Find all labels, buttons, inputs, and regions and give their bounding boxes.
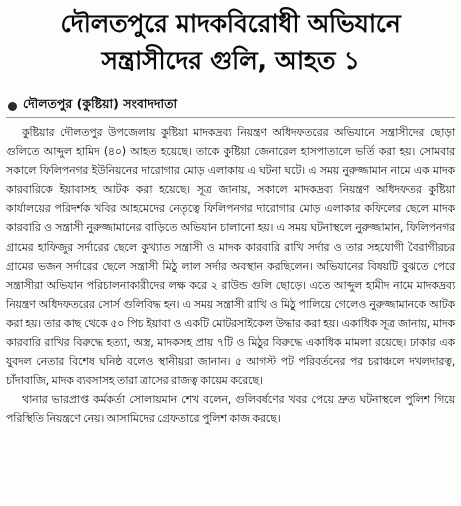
byline: [8, 96, 177, 116]
article-paragraph: কুষ্টিয়ার দৌলতপুর উপজেলায় কুষ্টিয়া মাদকদ্রব্য নিয়ন্ত্রণ অধিদফতরের অভিযানে সন্ত্রাসীদের ছোড়া গুলিতে আব্দুল হামিদ (৪০) আহত হয়েছে। তাকে কুষ্টিয়া জেনারেল হাসপাতালে ভর্তি করা হয়। সোমবার সকালে ফিলিপনগর ইউনিয়নের দারোগার মোড় এলাকায় এ ঘটনা ঘটে। এ সময় নুরুজ্জামান নামে এক মাদক কারবারিকে ইয়াবাসহ আটক করা হয়েছে। সূত্র জানায়, সকালে মাদকদ্রব্য নিয়ন্ত্রণ অধিদফতর কুষ্টিয়া কার্যালয়ের পরিদর্শক খবির আহমেদের নেতৃত্বে ফিলিপনগর দারোগার মোড় এলাকার কফিলের ছেলে মাদক কারবারি ও সন্ত্রাসী নুরুজ্জামানের বাড়িতে অভিযান চালানো হয়। এ সময় ঘটনাস্থলে নুরুজ্জামান, ফিলিপনগর গ্রামের হাফিজুর সর্দারের ছেলে কুখ্যাত সন্ত্রাসী ও মাদক কারবারি রাখি সর্দার ও তার সহযোগী বৈরাগীরচর গ্রামের ভজন সর্দারের ছেলে সন্ত্রাসী মিঠু লাল সর্দার অবস্থান করছিলেন। অভিযানের বিষয়টি বুঝতে পেরে সন্ত্রাসীরা অভিযান পরিচালনাকারীদের লক্ষ করে ২ রাউন্ড গুলি ছোড়ে। এতে আব্দুল হামীদ নামে মাদকদ্রব্য নিয়ন্ত্রণ অধিদফতরের সোর্স গুলিবিদ্ধ হন। এ সময় সন্ত্রাসী রাখি ও মিঠু পালিয়ে গেলেও নুরুজ্জামানকে আটক করা হয়। তার কাছ থেকে ৫০ পিচ ইয়াবা ও একটি মোটরসাইকেল উদ্ধার করা হয়। একাধিক সূত্র জানায়, মাদক কারবারি রাখির বিরুদ্ধে হত্যা, অস্ত্র, মাদকসহ প্রায় ৭টি ও মিঠুর বিরুদ্ধে একাধিক মামলা রয়েছে। ঢাকার এক যুবদল নেতার বিশেষ ঘনিষ্ঠ বলেও স্থানীয়রা জানান। ৫ আগস্ট পট পরিবর্তনের পর চরাঞ্চলে দখলদারত্ব, চাঁদাবাজি, মাদক ব্যবসাসহ তারা ত্রাসের রাজত্ব কায়েম করেছে।: [6, 126, 455, 388]
article-body: [6, 123, 455, 429]
byline-text: দৌলতপুর (কুষ্টিয়া) সংবাদদাতা: [23, 96, 178, 111]
bullet-icon: [8, 102, 17, 111]
article-paragraph: থানার ভারপ্রাপ্ত কর্মকর্তা সোলায়মান শেখ বলেন, গুলিবর্ষণের খবর পেয়ে দ্রুত ঘটনাস্থলে পুলিশ গিয়ে পরিস্থিতি নিয়ন্ত্রণে নেয়। আসামিদের গ্রেফতারে পুলিশ কাজ করছে।: [6, 393, 455, 426]
byline-divider: [6, 117, 455, 118]
headline-line-1: দৌলতপুরে মাদকবিরোধী অভিযানে: [60, 9, 401, 38]
headline-line-2: সন্ত্রাসীদের গুলি, আহত ১: [101, 46, 360, 75]
article-headline: [0, 0, 461, 78]
